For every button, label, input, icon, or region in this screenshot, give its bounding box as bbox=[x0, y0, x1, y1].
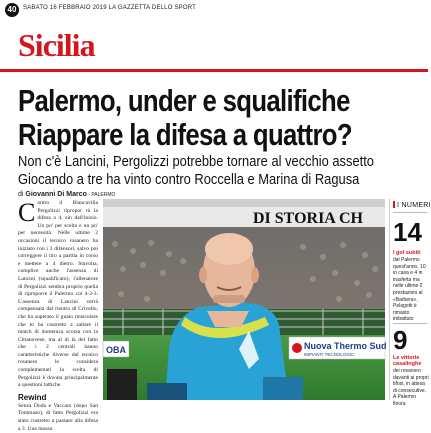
subheadline bbox=[18, 153, 379, 189]
subhead-line-1: Non c'è Lancini, Pergolizzi potrebbe tornare al vecchio assetto bbox=[18, 153, 374, 170]
headline-line-1: Palermo, under e squalifiche bbox=[18, 83, 350, 118]
section-title: Sicilia bbox=[18, 27, 95, 63]
sidebar-title: I NUMERI bbox=[393, 201, 431, 209]
byline-location: - PALERMO bbox=[86, 192, 116, 198]
article-body bbox=[18, 198, 98, 432]
stat-text-goals: dal Palermo quest'anno, 10 in casa e 4 in trasferta ma nelle ultime 2 prestazioni al «Barbera», Pelagotti è rimasto imbattuto bbox=[393, 257, 426, 323]
rewind-paragraph: Senza Doda e Vaccaro (dopo San Tommaso), di fatto Pergolizzi era stato costretto a passare alla difesa a 3. Una mossa bbox=[18, 402, 98, 432]
subhead-line-2: Giocando a tre ha vinto contro Roccella e Marina di Ragusa bbox=[18, 171, 360, 188]
drop-cap: C bbox=[18, 198, 36, 227]
coach-photo bbox=[103, 199, 385, 400]
dateline: SABATO 16 FEBBRAIO 2019 LA GAZZETTA DELLO SPORT bbox=[23, 5, 197, 11]
top-bar bbox=[0, 0, 428, 20]
stat-heading-wins: Le vittorie casalinghe bbox=[393, 355, 422, 367]
headline bbox=[18, 84, 354, 152]
stat-text-wins: dei rosanero davanti ai propri tifosi, in attesa di consecutive. A Palermo finora bbox=[393, 368, 429, 407]
stat-heading-goals: I gol subiti bbox=[393, 250, 421, 256]
stat-number-wins: 9 bbox=[393, 325, 408, 355]
byline-author: Giovanni Di Marco bbox=[25, 191, 87, 198]
sponsor-brand-text: Nuova Thermo Sud bbox=[304, 341, 387, 351]
article-paragraph: ontro il Biancavilla Pergolizzi ripropor rà la difesa a 4, sin dall'inizio. Un po' per scelta e un po' per necessità. Nelle ultime 2 occasioni il tecnico rosanero ha iniziato con i 3 difensori, salvo poi correggere il tiro a partita in corso e mettere a 4 dietro. Stavolta, complice anche l'assenza di Lancini (squalificato), l'allenatore di Pergolizzi sembra proprio quella di riproporre il Palermo col 4-3-3. L'assenza di Lancini verrà compensata dal rientro di Crivello, che ha superato il guaio muscolare che lo ha costretto a saltare il match di domenica scorsa con la Cittanovese, ma al di là del fatto che i 2 centrali hanno caratteristiche diverse dal tecnico rosanero le considera complementari la scelta di Pergolizzi è dovuta principalmente a questioni tattiche. bbox=[18, 200, 98, 389]
headline-line-2: Riappare la difesa a quattro? bbox=[18, 117, 352, 152]
rewind-heading: Rewind bbox=[18, 392, 47, 402]
byline-prefix: di bbox=[18, 191, 26, 198]
coach-photo-illustration bbox=[103, 199, 385, 400]
sponsor-tagline-text: IMPIANTI TECNOLOGIC bbox=[304, 352, 355, 357]
sidebar-rule bbox=[393, 212, 427, 213]
section-rule bbox=[0, 69, 428, 72]
page-number: 40 bbox=[5, 3, 19, 17]
sidebar-rule bbox=[393, 323, 427, 324]
stadium-banner-text: DI STORIA CH bbox=[253, 210, 363, 227]
side-sign-text: OBA bbox=[106, 345, 126, 355]
numbers-sidebar bbox=[389, 199, 431, 407]
byline bbox=[18, 191, 115, 198]
stat-number-goals: 14 bbox=[393, 217, 422, 247]
